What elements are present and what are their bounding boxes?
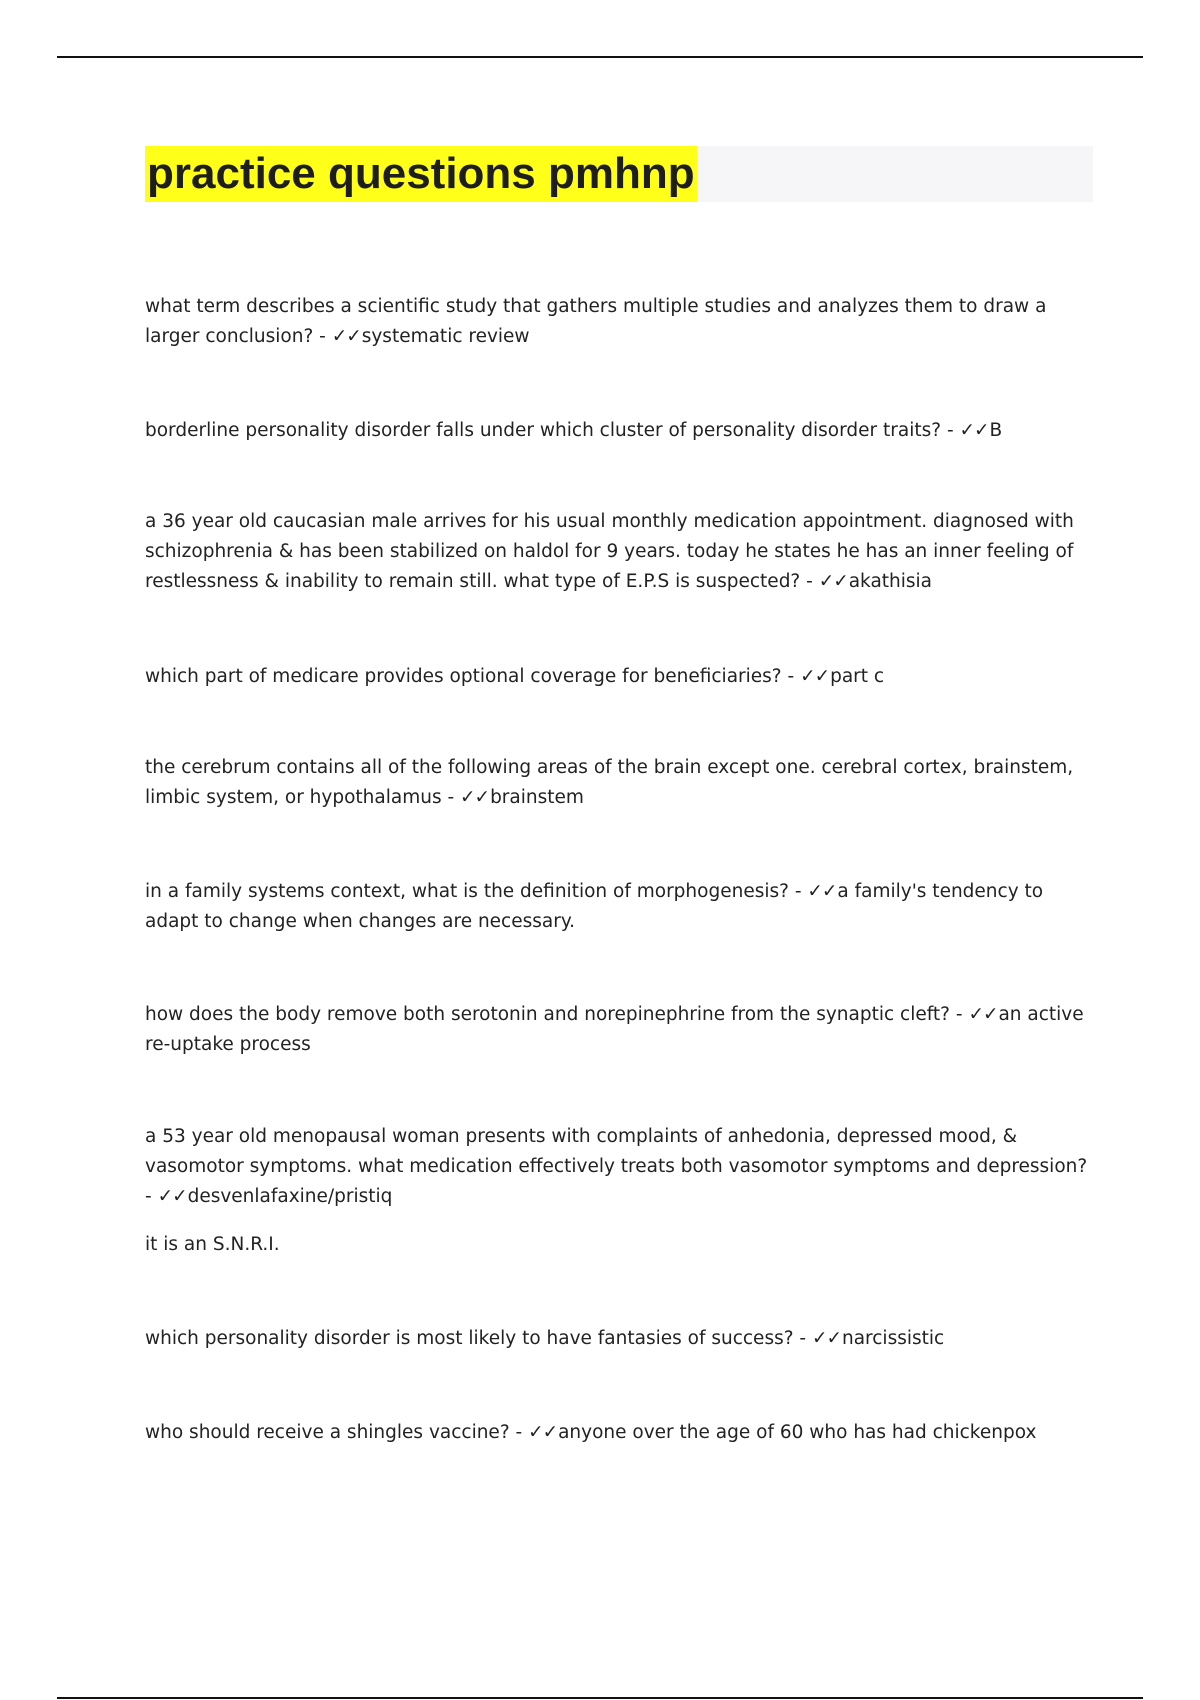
qa-item-9: [145, 1324, 1095, 1354]
separator: -: [781, 666, 801, 687]
answer-text: B: [989, 420, 1003, 441]
qa-item-7: [145, 1000, 1095, 1060]
qa-item-3: [145, 507, 1095, 597]
answer-text: desvenlafaxine/pristiq: [187, 1186, 393, 1207]
qa-item-5: [145, 753, 1095, 813]
separator: -: [941, 420, 960, 441]
question-text: in a family systems context, what is the definition of morphogenesis?: [145, 881, 789, 902]
double-check-icon: ✓✓: [331, 326, 361, 347]
qa-item-6: [145, 877, 1095, 937]
double-check-icon: ✓✓: [818, 571, 848, 592]
answer-text: akathisia: [848, 571, 933, 592]
separator: -: [950, 1004, 969, 1025]
separator: -: [788, 881, 808, 902]
double-check-icon: ✓✓: [807, 881, 837, 902]
double-check-icon: ✓✓: [157, 1186, 187, 1207]
question-text: who should receive a shingles vaccine?: [145, 1422, 510, 1443]
separator: -: [793, 1328, 812, 1349]
separator: -: [800, 571, 819, 592]
double-check-icon: ✓✓: [968, 1004, 998, 1025]
question-text: a 36 year old caucasian male arrives for his usual monthly medication appointment. diagnosed with schizophrenia & has been stabilized on haldol for 9 years. today he states he has an inner feeling of restlessness & inability to remain still. what type of E.P.S is suspected?: [145, 511, 1074, 592]
question-text: borderline personality disorder falls under which cluster of personality disorder traits?: [145, 420, 942, 441]
separator: -: [313, 326, 332, 347]
qa-item-8: [145, 1122, 1095, 1212]
answer-text: a family's tendency to adapt to change when changes are necessary.: [145, 881, 1044, 932]
answer-text: part c: [830, 666, 885, 687]
question-text: how does the body remove both serotonin and norepinephrine from the synaptic cleft?: [145, 1004, 950, 1025]
bottom-rule: [57, 1697, 1143, 1699]
qa-item-2: [145, 416, 1095, 446]
answer-text: narcissistic: [842, 1328, 945, 1349]
double-check-icon: ✓✓: [811, 1328, 841, 1349]
double-check-icon: ✓✓: [800, 666, 830, 687]
qa-item-10: [145, 1418, 1095, 1448]
top-rule: [57, 56, 1143, 58]
answer-text: brainstem: [490, 787, 584, 808]
question-text: which part of medicare provides optional coverage for beneficiaries?: [145, 666, 782, 687]
separator: -: [441, 787, 461, 808]
answer-text: anyone over the age of 60 who has had chickenpox: [558, 1422, 1037, 1443]
answer-text: an active re-uptake process: [145, 1004, 1084, 1055]
question-text: which personality disorder is most likely to have fantasies of success?: [145, 1328, 794, 1349]
answer-note: it is an S.N.R.I.: [145, 1234, 280, 1255]
answer-text: systematic review: [361, 326, 530, 347]
qa-item-4: [145, 662, 1095, 692]
question-text: what term describes a scientific study that gathers multiple studies and analyzes them to draw a larger conclusion?: [145, 296, 1047, 347]
separator: -: [509, 1422, 529, 1443]
qa-item-1: [145, 292, 1095, 352]
document-title: practice questions pmhnp: [145, 146, 697, 202]
double-check-icon: ✓✓: [460, 787, 490, 808]
question-text: the cerebrum contains all of the following areas of the brain except one. cerebral cortex, brainstem, limbic system, or hypothalamus: [145, 757, 1074, 808]
double-check-icon: ✓✓: [959, 420, 989, 441]
separator: -: [145, 1186, 158, 1207]
double-check-icon: ✓✓: [528, 1422, 558, 1443]
question-text: a 53 year old menopausal woman presents with complaints of anhedonia, depressed mood, & vasomotor symptoms. what medication effectively treats both vasomotor symptoms and depression?: [145, 1126, 1088, 1177]
